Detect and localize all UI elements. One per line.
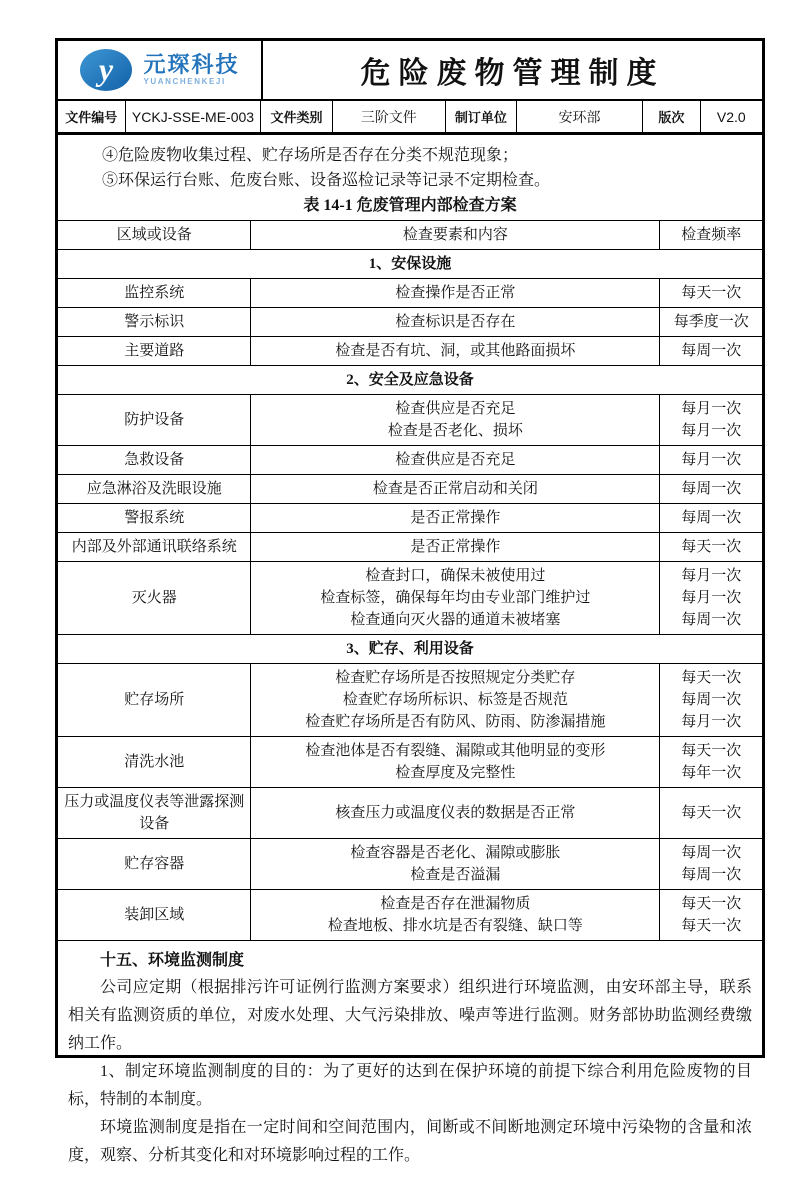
document-title: 危险废物管理制度: [360, 57, 665, 90]
item-line: 检查供应是否充足: [395, 452, 516, 468]
freq-line: 每月一次: [681, 568, 742, 584]
inspection-row: [58, 890, 762, 941]
item-line: 检查是否存在泄漏物质: [380, 896, 531, 912]
inspection-row: [58, 562, 762, 635]
inspection-row: [58, 475, 762, 504]
items-cell: [251, 395, 660, 446]
freq-line: 每天一次: [681, 805, 742, 821]
items-cell: [251, 533, 660, 562]
info-label-version: 版次: [643, 101, 701, 132]
items-cell: [251, 788, 660, 839]
section-15: [58, 941, 762, 1178]
items-cell: [251, 664, 660, 737]
area-cell: 灭火器: [58, 562, 251, 635]
document-page: [55, 38, 765, 1164]
intro-line-4: ④危险废物收集过程、贮存场所是否存在分类不规范现象；: [102, 147, 519, 164]
item-line: 是否正常操作: [410, 539, 501, 555]
item-line: 检查是否溢漏: [410, 867, 501, 883]
info-value-doc-category: 三阶文件: [333, 101, 446, 132]
items-cell: [251, 504, 660, 533]
freq-line: 每月一次: [681, 590, 742, 606]
item-line: 检查封口，确保未被使用过: [365, 568, 546, 584]
info-value-issuing-dept: 安环部: [517, 101, 643, 132]
logo-swirl-y-icon: [79, 46, 135, 94]
section-title: 3、贮存、利用设备: [58, 635, 762, 664]
area-cell: 压力或温度仪表等泄露探测设备: [58, 788, 251, 839]
section-title: 2、安全及应急设备: [58, 366, 762, 395]
freq-line: 每周一次: [681, 612, 742, 628]
info-label-doc-category: 文件类别: [261, 101, 332, 132]
item-line: 是否正常操作: [410, 510, 501, 526]
section-title-row: [58, 635, 762, 664]
freq-cell: [660, 337, 762, 366]
item-line: 检查厚度及完整性: [395, 765, 516, 781]
section-15-paragraph: 环境监测制度是指在一定时间和空间范围内，间断或不间断地测定环境中污染物的含量和浓度，观察、分析其变化和对环境影响过程的工作。: [68, 1119, 752, 1164]
items-cell: [251, 337, 660, 366]
freq-line: 每月一次: [681, 714, 742, 730]
item-line: 检查标识是否存在: [395, 314, 516, 330]
info-value-doc-number: YCKJ-SSE-ME-003: [126, 101, 262, 132]
freq-cell: [660, 279, 762, 308]
section-title: 1、安保设施: [58, 250, 762, 279]
title-cell: [263, 41, 762, 99]
freq-line: 每月一次: [681, 401, 742, 417]
items-cell: [251, 475, 660, 504]
table-caption: 表 14-1 危废管理内部检查方案: [303, 197, 517, 214]
inspection-row: [58, 788, 762, 839]
freq-cell: [660, 890, 762, 941]
item-line: 检查是否正常启动和关闭: [372, 481, 538, 497]
item-line: 检查池体是否有裂缝、漏隙或其他明显的变形: [305, 743, 606, 759]
freq-line: 每年一次: [681, 765, 742, 781]
inspection-row: [58, 395, 762, 446]
area-cell: 清洗水池: [58, 737, 251, 788]
svg-text:y: y: [99, 51, 114, 87]
info-value-version: V2.0: [716, 108, 746, 125]
inspection-row: [58, 664, 762, 737]
items-cell: [251, 737, 660, 788]
freq-line: 每天一次: [681, 670, 742, 686]
freq-line: 每周一次: [681, 867, 742, 883]
freq-cell: [660, 475, 762, 504]
freq-cell: [660, 395, 762, 446]
inspection-row: [58, 446, 762, 475]
inspection-row: [58, 533, 762, 562]
items-cell: [251, 890, 660, 941]
freq-line: 每月一次: [681, 452, 742, 468]
freq-line: 每季度一次: [673, 314, 749, 330]
logo-company-name: 元琛科技: [143, 52, 240, 77]
inspection-row: [58, 737, 762, 788]
freq-cell: [660, 533, 762, 562]
freq-cell: [660, 562, 762, 635]
item-line: 检查贮存场所标识、标签是否规范: [342, 692, 568, 708]
section-15-heading: 十五、环境监测制度: [100, 952, 245, 969]
inspection-row: [58, 839, 762, 890]
area-cell: 应急淋浴及洗眼设施: [58, 475, 251, 504]
item-line: 核查压力或温度仪表的数据是否正常: [335, 805, 576, 821]
item-line: 检查标签，确保每年均由专业部门维护过: [320, 590, 591, 606]
inspection-row: [58, 337, 762, 366]
freq-line: 每天一次: [681, 285, 742, 301]
inspection-table: [58, 220, 762, 941]
area-cell: 急救设备: [58, 446, 251, 475]
section-15-paragraph: 公司应定期（根据排污许可证例行监测方案要求）组织进行环境监测，由安环部主导，联系相关有监测资质的单位，对废水处理、大气污染排放、噪声等进行监测。财务部协助监测经费缴纳工作。: [68, 979, 752, 1052]
freq-cell: [660, 839, 762, 890]
item-line: 检查是否有坑、洞，或其他路面损坏: [335, 343, 576, 359]
freq-line: 每月一次: [681, 423, 742, 439]
items-cell: [251, 446, 660, 475]
area-cell: 内部及外部通讯联络系统: [58, 533, 251, 562]
items-cell: [251, 279, 660, 308]
area-cell: 贮存容器: [58, 839, 251, 890]
freq-line: 每周一次: [681, 510, 742, 526]
section-15-paragraph: 1、制定环境监测制度的目的：为了更好的达到在保护环境的前提下综合利用危险废物的目标，特制的本制度。: [68, 1063, 752, 1108]
area-cell: 防护设备: [58, 395, 251, 446]
freq-line: 每周一次: [681, 481, 742, 497]
table-header-row: [58, 221, 762, 250]
area-cell: 监控系统: [58, 279, 251, 308]
freq-line: 每天一次: [681, 539, 742, 555]
freq-line: 每周一次: [681, 845, 742, 861]
intro-section: [58, 135, 762, 217]
freq-cell: [660, 737, 762, 788]
freq-cell: [660, 308, 762, 337]
item-line: 检查通向灭火器的通道未被堵塞: [350, 612, 561, 628]
area-cell: 装卸区域: [58, 890, 251, 941]
area-cell: 警报系统: [58, 504, 251, 533]
item-line: 检查容器是否老化、漏隙或膨胀: [350, 845, 561, 861]
item-line: 检查贮存场所是否有防风、防雨、防渗漏措施: [305, 714, 606, 730]
inspection-row: [58, 308, 762, 337]
item-line: 检查操作是否正常: [395, 285, 516, 301]
column-header-area: 区域或设备: [58, 221, 251, 250]
freq-cell: [660, 446, 762, 475]
column-header-items: 检查要素和内容: [251, 221, 660, 250]
inspection-row: [58, 279, 762, 308]
document-info-row: [58, 101, 762, 135]
section-title-row: [58, 366, 762, 395]
area-cell: 主要道路: [58, 337, 251, 366]
column-header-freq: 检查频率: [660, 221, 762, 250]
freq-cell: [660, 504, 762, 533]
item-line: 检查是否老化、损坏: [387, 423, 523, 439]
freq-cell: [660, 664, 762, 737]
freq-line: 每天一次: [681, 743, 742, 759]
logo-text-block: [143, 54, 239, 86]
freq-cell: [660, 788, 762, 839]
freq-line: 每周一次: [681, 343, 742, 359]
item-line: 检查贮存场所是否按照规定分类贮存: [335, 670, 576, 686]
freq-line: 每天一次: [681, 896, 742, 912]
section-title-row: [58, 250, 762, 279]
area-cell: 警示标识: [58, 308, 251, 337]
items-cell: [251, 839, 660, 890]
intro-line-5: ⑤环保运行台账、危废台账、设备巡检记录等记录不定期检查。: [102, 172, 551, 189]
items-cell: [251, 562, 660, 635]
freq-line: 每天一次: [681, 918, 742, 934]
item-line: 检查地板、排水坑是否有裂缝、缺口等: [327, 918, 583, 934]
company-logo: [58, 41, 263, 99]
area-cell: 贮存场所: [58, 664, 251, 737]
inspection-table-body: [58, 250, 762, 941]
item-line: 检查供应是否充足: [395, 401, 516, 417]
document-header: [58, 41, 762, 101]
freq-line: 每周一次: [681, 692, 742, 708]
logo-company-subtitle: YUANCHENKEJI: [143, 77, 226, 86]
items-cell: [251, 308, 660, 337]
info-label-issuing-dept: 制订单位: [446, 101, 517, 132]
inspection-row: [58, 504, 762, 533]
info-label-doc-number: 文件编号: [58, 101, 126, 132]
